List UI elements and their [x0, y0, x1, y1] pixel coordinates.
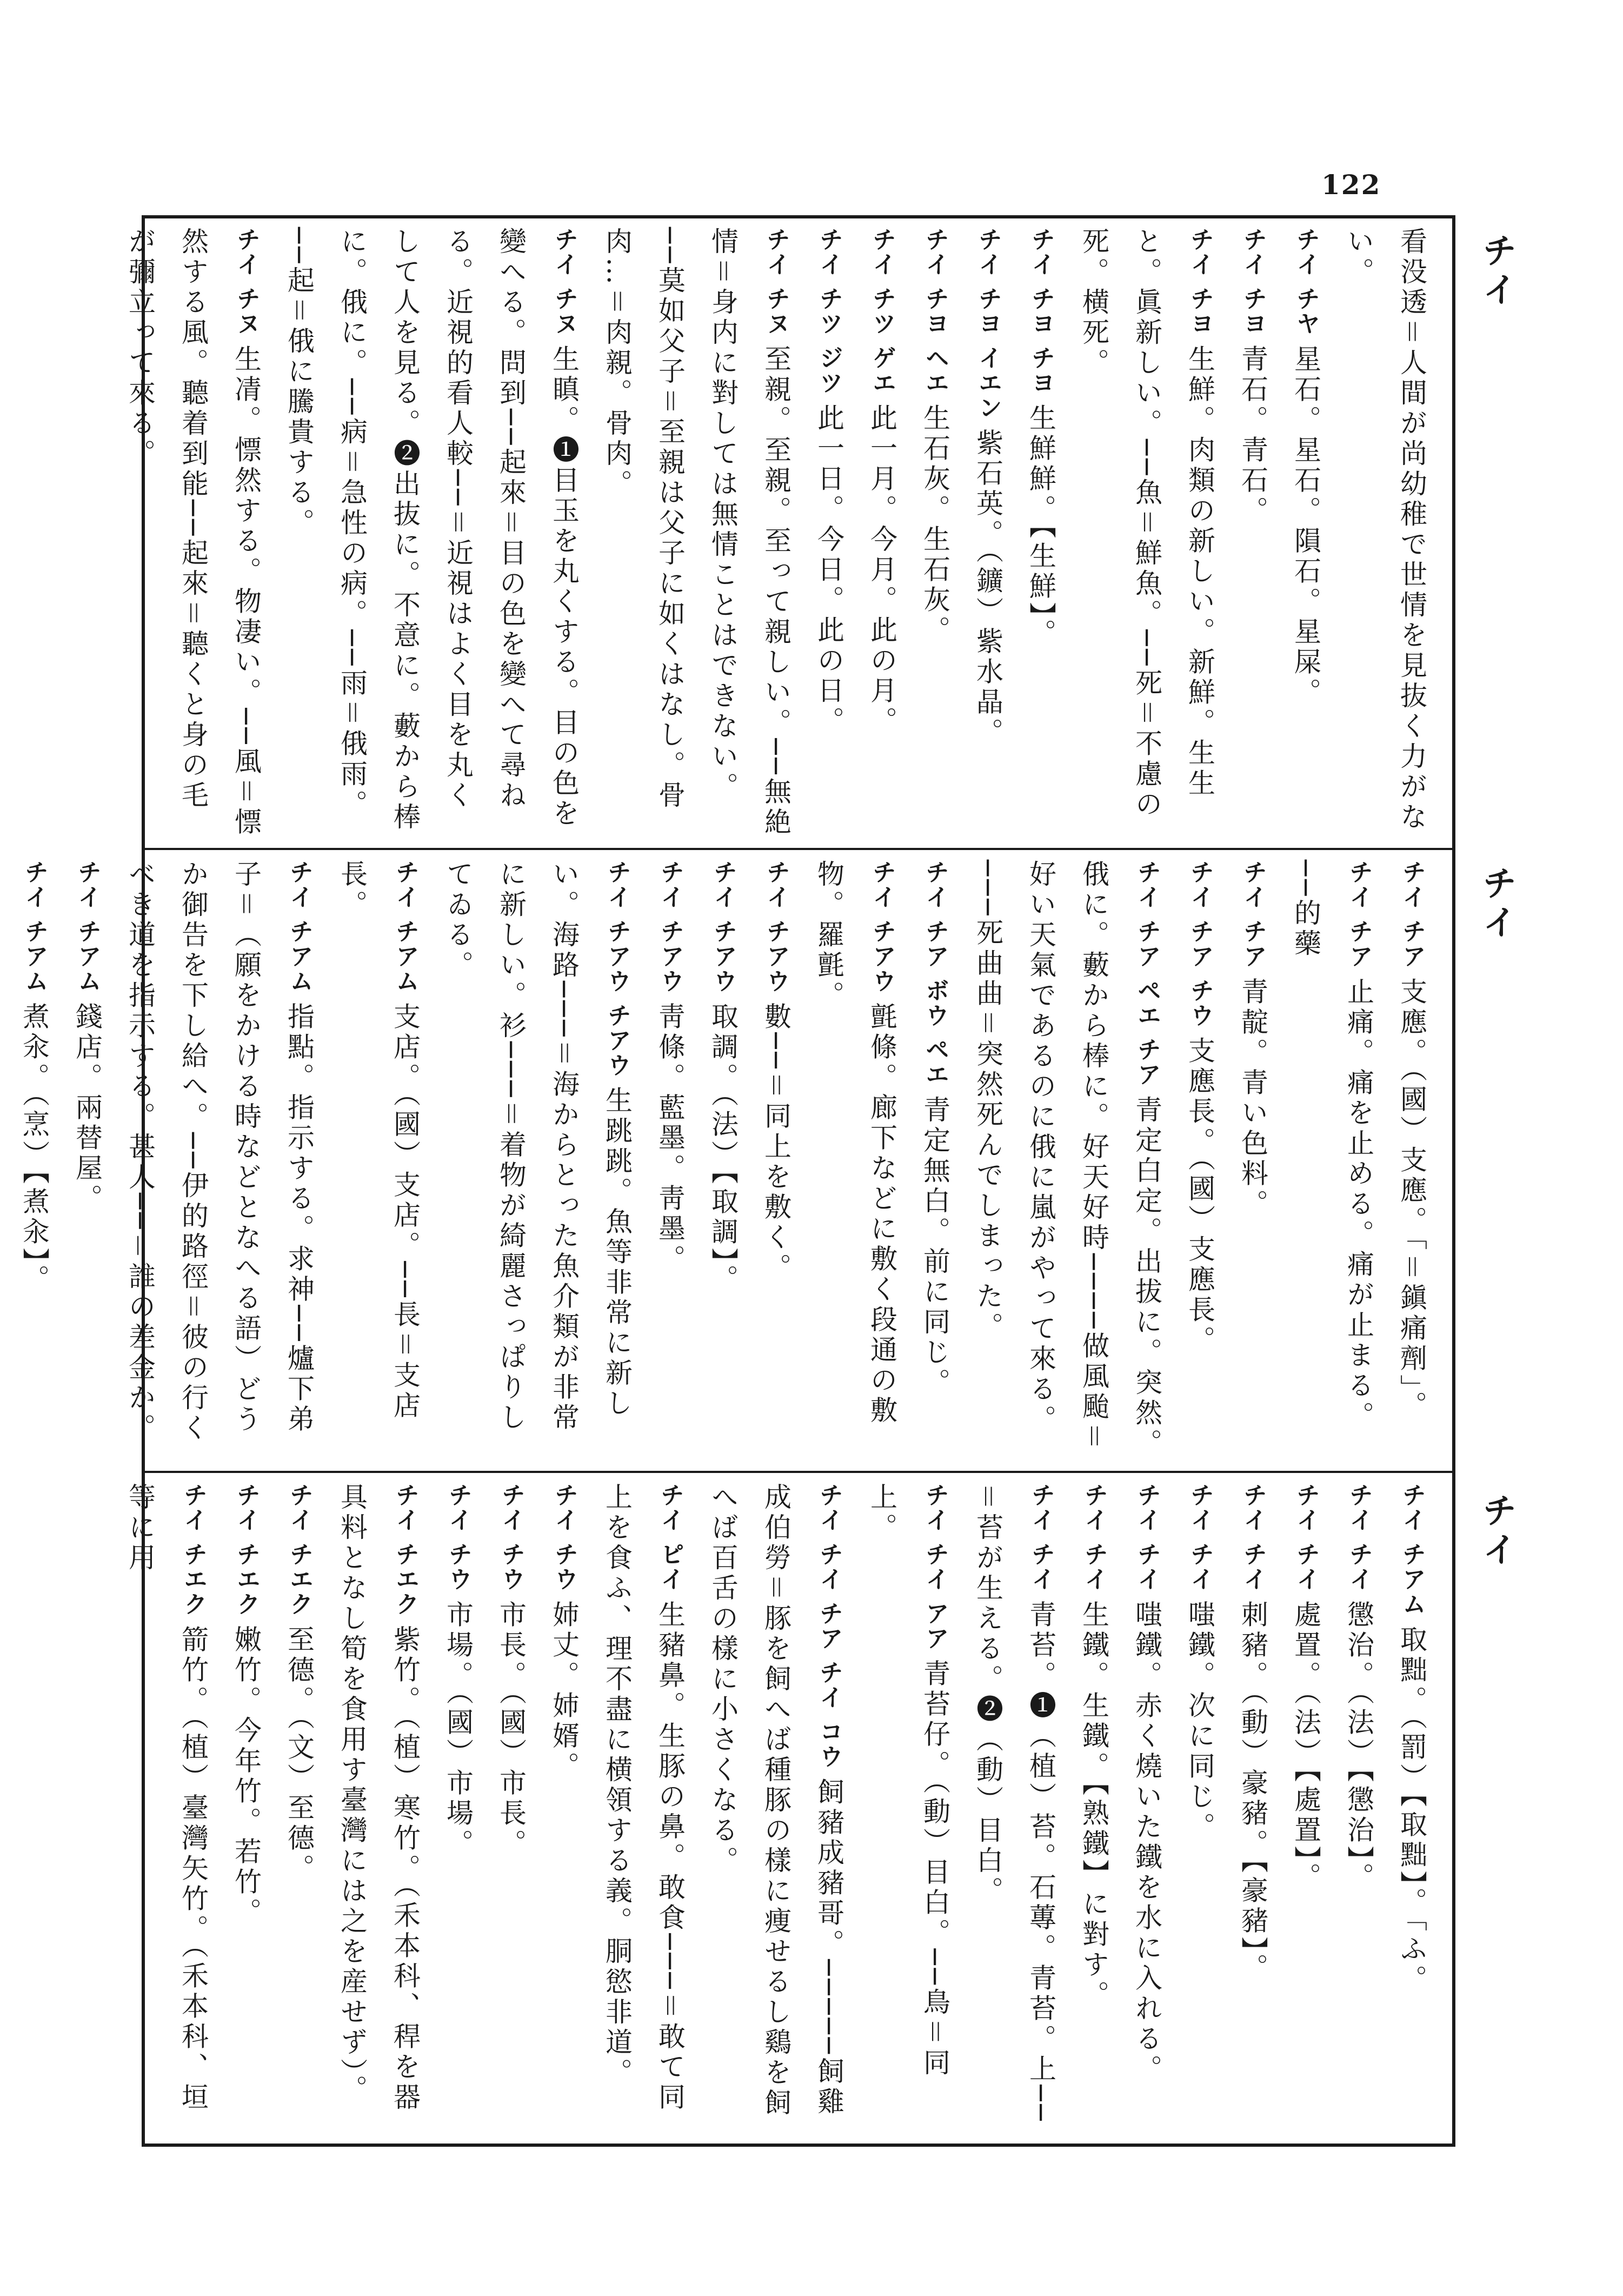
entry-reading: チイ チヨ チヨ: [1027, 227, 1055, 395]
entry-definition: 此一日。今日。此の日。: [813, 403, 844, 737]
dictionary-entry: [114, 227, 272, 838]
entry-reading: チイ チウ: [550, 1483, 578, 1592]
entry-definition: 姉丈。姉婿。: [548, 1600, 580, 1782]
page-number: 122: [1321, 169, 1381, 201]
entry-definition: 生瞋。❶目玉を丸くする。目の色を變へる。問到──起來＝目の色を變へて尋ねる。近視的看人較──＝近視はよく目を丸くして人を見る。❷出抜に。不意に。藪から棒に。俄に。──病＝急性の病。──雨＝俄雨。──起＝俄に騰貴する。: [283, 227, 580, 833]
entry-definition: 嗤鐵。赤く燒いた鐵を水に入れる。: [1131, 1600, 1162, 2085]
entry-reading: チイ チイ: [1080, 1483, 1108, 1592]
dictionary-entry: [1279, 227, 1332, 838]
entry-definition: 指點。指示する。求神──爐下弟子＝（願をかける時などとなへる語）どうか御告を下し給へ。──伊的路徑＝彼の行くべき道を指示する。甚人──＝誰の差金か。: [124, 860, 315, 1444]
entry-reading: チイ チエク: [391, 1483, 419, 1617]
dictionary-entry: [114, 860, 325, 1461]
dictionary-entry: [696, 1483, 855, 2137]
dictionary-entry: [1067, 1483, 1120, 2137]
dictionary-entry: [696, 860, 749, 1461]
entry-reading: チイ チイ アア: [921, 1483, 949, 1651]
guide-char-3: チイ: [1476, 1492, 1517, 1570]
entry-definition: 青苔仔。（動）目白。──鳥＝同上。: [866, 1483, 950, 2079]
entry-reading: チイ チエク: [285, 1483, 313, 1617]
dictionary-entry: [1067, 227, 1226, 838]
entry-reading: チイ チア チウ: [1186, 860, 1214, 1028]
dictionary-entry: [325, 1483, 431, 2137]
entry-reading: チイ チウ: [497, 1483, 525, 1592]
entry-definition: 青苔。❶（植）苔。石蓴。青苔。上──＝苔が生える。❷（動）目白。: [972, 1483, 1056, 2124]
dictionary-entry: [908, 860, 961, 1461]
dictionary-entry: [219, 1483, 272, 2137]
dictionary-entry: [1226, 1483, 1279, 2137]
dictionary-entry: [855, 227, 908, 838]
entry-reading: チイ チヨ イエン: [974, 227, 1002, 420]
entry-definition: 支應。（國）支應。「＝鎭痛劑」。: [1396, 977, 1427, 1422]
entry-definition: 刺豬。（動）豪豬。【豪豬】。: [1237, 1600, 1268, 1984]
tier-divider-1: [142, 848, 1455, 850]
tier-1-columns: [114, 227, 1438, 838]
entry-reading: チイ チアウ: [656, 860, 684, 994]
entry-reading: チイ チヌ: [762, 227, 790, 336]
tier-2-columns: [8, 860, 1438, 1461]
entry-definition: 青定白定。出拔に。突然。俄に。藪から棒に。好天好時────做風颱＝好い天氣であるのに俄に嵐がやって來る。───死曲曲＝突然死んでしまった。: [972, 860, 1162, 1459]
dictionary-entry: [961, 1483, 1067, 2137]
dictionary-entry: [802, 227, 855, 838]
entry-definition: 至親。至親。至って親しい。──無絶情＝身内に對しては無情ことはできない。──莫如父子＝至親は父子に如くはなし。骨肉…＝肉親。骨肉。: [601, 227, 791, 838]
entry-reading: チイ チイ: [1027, 1483, 1055, 1592]
entry-definition: 生豬鼻。生豚の鼻。敢食───＝敢て同上を食ふ、理不盡に横領する義。胴慾非道。: [601, 1483, 686, 2113]
dictionary-entry: [961, 227, 1014, 838]
entry-reading: チイ チアム: [21, 860, 48, 994]
guide-char-2: チイ: [1476, 865, 1517, 943]
guide-char-1: チイ: [1476, 233, 1517, 310]
entry-reading: チイ チア ボウ ペエ: [921, 860, 949, 1087]
dictionary-entry: [855, 1483, 961, 2137]
entry-definition: 飼豬成豬哥。─────飼雞成伯勞＝豚を飼へば種豚の樣に痩せるし鷄を飼へば百舌の樣に小さくなる。: [707, 1483, 844, 2119]
entry-reading: チイ チイ: [1133, 1483, 1161, 1592]
entry-reading: チイ チアウ: [868, 860, 896, 994]
dictionary-entry: [114, 1483, 219, 2137]
entry-reading: チイ チア: [1239, 860, 1267, 969]
dictionary-entry: [749, 860, 802, 1461]
entry-reading: チイ チイ: [1239, 1483, 1267, 1592]
entry-definition: 青定無白。前に同じ。: [919, 1095, 950, 1398]
entry-reading: チイ チアム: [74, 860, 101, 994]
entry-definition: 懲治。（法）【懲治】。: [1343, 1600, 1374, 1893]
entry-definition: 生鐵。生鐵。【熟鐵】に對す。: [1078, 1600, 1109, 2011]
dictionary-entry: [537, 1483, 590, 2137]
entry-definition: 箭竹。（植）臺灣矢竹。（禾本科、垣等に用: [124, 1483, 209, 2113]
entry-definition: 青靛。青い色料。: [1237, 977, 1268, 1220]
entry-reading: チイ チエク: [232, 1483, 260, 1617]
entry-definition: 市長。（國）市長。: [495, 1600, 527, 1860]
dictionary-entry: [961, 860, 1173, 1461]
entry-reading: チイ チヤ: [1292, 227, 1320, 336]
entry-reading: チイ チア: [1398, 860, 1426, 969]
dictionary-entry: [8, 860, 61, 1461]
entry-reading: チイ チヨ: [1239, 227, 1267, 336]
entry-reading: チイ チア ペエ チア: [1133, 860, 1161, 1087]
dictionary-entry: [1385, 1483, 1438, 2137]
entry-definition: 青石。青石。: [1237, 344, 1268, 527]
dictionary-entry: [1226, 860, 1279, 1461]
entry-reading: チイ チアム: [391, 860, 419, 994]
entry-definition: 生凊。慓然する。物凄い。──風＝慓然する風。聽着到能──起來＝聽くと身の毛が彌立って來る。: [124, 227, 262, 838]
entry-reading: チイ チイ: [1186, 1483, 1214, 1592]
entry-definition: 生跳跳。魚等非常に新しい。海路───＝海からとった魚介類が非常に新しい。衫───＝着物が綺麗さっぱりしてゐる。: [442, 860, 633, 1434]
entry-reading: チイ チア: [1345, 860, 1373, 969]
dictionary-entry: [802, 860, 908, 1461]
entry-definition: 市場。（國）市場。: [442, 1600, 474, 1860]
dictionary-entry: [1173, 860, 1226, 1461]
entry-definition: 支應長。（國）支應長。: [1184, 1036, 1215, 1356]
entry-reading: チイ チヌ: [232, 227, 260, 336]
entry-definition: 至德。（文）至德。: [283, 1625, 315, 1884]
entry-definition: 取黜。（罰）【取黜】。「ふ。: [1396, 1625, 1427, 1995]
tier-3-columns: [114, 1483, 1438, 2137]
entry-reading: チイ チイ チア チイ コウ: [815, 1483, 843, 1769]
entry-definition: 數──＝同上を敷く。: [760, 1002, 791, 1284]
dictionary-entry: [1279, 1483, 1332, 2137]
entry-definition: 生石灰。生石灰。: [919, 403, 950, 646]
entry-definition: 靑條。藍墨。靑墨。: [654, 1002, 686, 1275]
dictionary-tier-2: [18, 860, 1438, 1461]
entry-definition: 煮汆。（烹）【煮汆】。: [18, 1002, 50, 1295]
dictionary-entry: [272, 227, 590, 838]
entry-reading: チイ チアム: [285, 860, 313, 994]
entry-definition: 此一月。今月。此の月。: [866, 403, 897, 737]
dictionary-entry: [1226, 227, 1279, 838]
dictionary-entry: [1120, 1483, 1173, 2137]
dictionary-entry: [1332, 1483, 1385, 2137]
entry-definition: 紫竹。（植）寒竹。（禾本科、稈を器具料となし筍を食用す臺灣には之を産せず）。: [336, 1483, 421, 2113]
dictionary-entry: [1332, 227, 1438, 838]
entry-definition: 處置。（法）【處置】。: [1290, 1600, 1321, 1893]
entry-reading: チイ チエク: [179, 1483, 207, 1617]
entry-reading: チイ チヨ: [1186, 227, 1214, 336]
dictionary-entry: [590, 227, 802, 838]
entry-reading: チイ チウ: [444, 1483, 472, 1592]
entry-definition: 取調。（法）【取調】。: [707, 1002, 739, 1295]
dictionary-entry: [908, 227, 961, 838]
dictionary-tier-1: [124, 227, 1438, 838]
entry-reading: チイ チツ ジツ: [815, 227, 843, 395]
dictionary-entry: [431, 860, 643, 1461]
dictionary-entry: [1385, 860, 1438, 1461]
dictionary-entry: [61, 860, 114, 1461]
entry-definition: 紫石英。（鑛）紫水晶。: [972, 428, 1003, 748]
entry-definition: 支店。（國）支店。──長＝支店長。: [336, 860, 421, 1422]
dictionary-entry: [1173, 1483, 1226, 2137]
dictionary-entry: [1014, 227, 1067, 838]
dictionary-entry: [272, 1483, 325, 2137]
entry-definition: 止痛。痛を止める。痛が止まる。──的藥: [1290, 860, 1374, 1432]
entry-definition: 生鮮。肉類の新しい。新鮮。生生と。眞新しい。──魚＝鮮魚。──死＝不慮の死。横死。: [1078, 227, 1215, 820]
tier-divider-2: [142, 1471, 1455, 1473]
dictionary-entry: [590, 1483, 696, 2137]
dictionary-entry: [1279, 860, 1385, 1461]
entry-definition: 氈條。廊下などに敷く段通の敷物。羅氈。: [813, 860, 897, 1426]
entry-reading: チイ チヨ ヘエ: [921, 227, 949, 395]
entry-reading: チイ ピイ: [656, 1483, 684, 1592]
entry-definition: 錢店。兩替屋。: [71, 1002, 103, 1215]
entry-definition: 生鮮鮮。【生鮮】。: [1025, 403, 1056, 649]
entry-reading: チイ チアウ チアウ: [603, 860, 631, 1078]
entry-reading: チイ チイ: [1345, 1483, 1373, 1592]
entry-reading: チイ チアウ: [762, 860, 790, 994]
dictionary-entry: [643, 860, 696, 1461]
entry-definition: 嗤鐵。次に同じ。: [1184, 1600, 1215, 1843]
dictionary-tier-3: [124, 1483, 1438, 2137]
entry-definition: 看没透＝人間が尚幼稚で世情を見抜く力がない。: [1343, 227, 1427, 833]
entry-reading: チイ チヌ: [550, 227, 578, 336]
entry-reading: チイ チアム: [1398, 1483, 1426, 1617]
dictionary-entry: [484, 1483, 537, 2137]
entry-reading: チイ チイ: [1292, 1483, 1320, 1592]
entry-reading: チイ チアウ: [709, 860, 737, 994]
entry-definition: 星石。星石。隕石。星屎。: [1290, 344, 1321, 708]
entry-definition: 嫩竹。今年竹。若竹。: [230, 1625, 262, 1928]
dictionary-entry: [431, 1483, 484, 2137]
dictionary-entry: [325, 860, 431, 1461]
entry-reading: チイ チツ ゲエ: [868, 227, 896, 395]
